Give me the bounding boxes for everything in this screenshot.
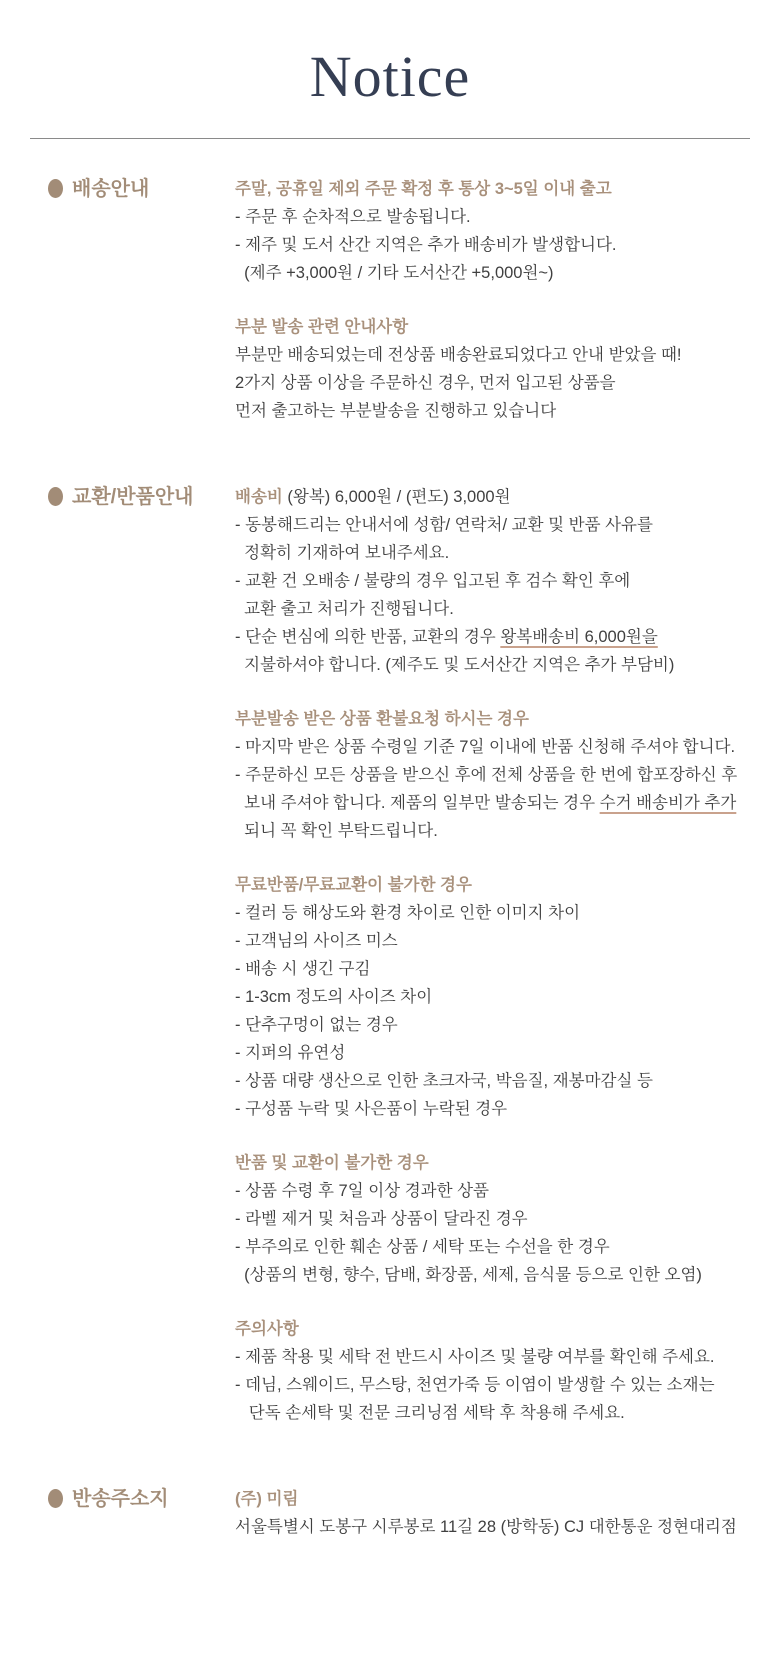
text-line bbox=[235, 899, 780, 927]
text-line-main: - 고객님의 사이즈 미스 bbox=[235, 931, 398, 950]
text-line bbox=[235, 1399, 780, 1427]
text-line bbox=[235, 1513, 780, 1541]
text-line bbox=[235, 1011, 780, 1039]
text-line-main: - 지퍼의 유연성 bbox=[235, 1043, 346, 1062]
text-line bbox=[235, 761, 780, 789]
text-line bbox=[235, 927, 780, 955]
text-line-main: 단독 손세탁 및 전문 크리닝점 세탁 후 착용해 주세요. bbox=[235, 1403, 625, 1422]
section-label-text: 배송안내 bbox=[72, 177, 150, 200]
section-content-shipping-info bbox=[235, 175, 780, 425]
text-line-main: - 제품 착용 및 세탁 전 반드시 사이즈 및 불량 여부를 확인해 주세요. bbox=[235, 1347, 715, 1366]
text-line-main: - 단추구멍이 없는 경우 bbox=[235, 1015, 398, 1034]
text-line bbox=[235, 1261, 780, 1289]
text-line-main: - 상품 대량 생산으로 인한 초크자국, 박음질, 재봉마감실 등 bbox=[235, 1071, 653, 1090]
text-line bbox=[235, 651, 780, 679]
text-line bbox=[235, 1371, 780, 1399]
text-line bbox=[235, 1177, 780, 1205]
text-line-main: 먼저 출고하는 부분발송을 진행하고 있습니다 bbox=[235, 401, 557, 420]
text-line-main: (제주 +3,000원 / 기타 도서산간 +5,000원~) bbox=[235, 263, 554, 282]
block-heading bbox=[235, 1485, 780, 1513]
text-block bbox=[235, 705, 780, 845]
section-exchange-return-info bbox=[48, 483, 780, 1427]
text-line bbox=[235, 789, 780, 817]
sections-container bbox=[0, 139, 780, 1541]
section-bullet-icon bbox=[48, 1489, 63, 1508]
text-line-main: 서울특별시 도봉구 시루봉로 11길 28 (방학동) CJ 대한통운 정현대리점 bbox=[235, 1517, 737, 1536]
text-line-main: - 제주 및 도서 산간 지역은 추가 배송비가 발생합니다. bbox=[235, 235, 617, 254]
text-line-main: (상품의 변형, 향수, 담배, 화장품, 세제, 음식물 등으로 인한 오염) bbox=[235, 1265, 702, 1284]
block-heading bbox=[235, 1149, 780, 1177]
text-line-main: 교환 출고 처리가 진행됩니다. bbox=[235, 599, 454, 618]
text-line-main: - 동봉해드리는 안내서에 성함/ 연락처/ 교환 및 반품 사유를 bbox=[235, 515, 653, 534]
section-content-exchange-return-info bbox=[235, 483, 780, 1427]
text-line-main: - 주문하신 모든 상품을 받으신 후에 전체 상품을 한 번에 합포장하신 후 bbox=[235, 765, 738, 784]
text-line bbox=[235, 1233, 780, 1261]
text-line bbox=[235, 817, 780, 845]
text-block bbox=[235, 313, 780, 425]
section-label-exchange-return-info bbox=[48, 483, 235, 511]
block-heading bbox=[235, 483, 780, 511]
text-block bbox=[235, 175, 780, 287]
text-line-main: - 구성품 누락 및 사은품이 누락된 경우 bbox=[235, 1099, 508, 1118]
text-line-main: - 데님, 스웨이드, 무스탕, 천연가죽 등 이염이 발생할 수 있는 소재는 bbox=[235, 1375, 715, 1394]
text-line bbox=[235, 595, 780, 623]
text-line-main: 부분만 배송되었는데 전상품 배송완료되었다고 안내 받았을 때! bbox=[235, 345, 682, 364]
text-line bbox=[235, 259, 780, 287]
text-line-main: - 라벨 제거 및 처음과 상품이 달라진 경우 bbox=[235, 1209, 528, 1228]
text-line bbox=[235, 983, 780, 1011]
text-line bbox=[235, 1205, 780, 1233]
text-line bbox=[235, 1343, 780, 1371]
text-line-main: - 교환 건 오배송 / 불량의 경우 입고된 후 검수 확인 후에 bbox=[235, 571, 631, 590]
block-heading-rest: (왕복) 6,000원 / (편도) 3,000원 bbox=[282, 487, 511, 506]
text-line-main: 정확히 기재하여 보내주세요. bbox=[235, 543, 450, 562]
block-heading bbox=[235, 1315, 780, 1343]
text-line bbox=[235, 203, 780, 231]
text-line-main: 지불하셔야 합니다. (제주도 및 도서산간 지역은 추가 부담비) bbox=[235, 655, 675, 674]
section-label-return-address bbox=[48, 1485, 235, 1513]
text-line bbox=[235, 511, 780, 539]
text-line-main: - 1-3cm 정도의 사이즈 차이 bbox=[235, 987, 433, 1006]
text-line bbox=[235, 623, 780, 651]
text-line-main: 2가지 상품 이상을 주문하신 경우, 먼저 입고된 상품을 bbox=[235, 373, 616, 392]
text-line bbox=[235, 397, 780, 425]
block-heading-accent: 부분발송 받은 상품 환불요청 하시는 경우 bbox=[235, 709, 529, 728]
section-bullet-icon bbox=[48, 179, 63, 198]
text-line-main: - 배송 시 생긴 구김 bbox=[235, 959, 371, 978]
section-return-address bbox=[48, 1485, 780, 1541]
section-label-text: 반송주소지 bbox=[72, 1487, 169, 1510]
block-heading-accent: 반품 및 교환이 불가한 경우 bbox=[235, 1153, 429, 1172]
text-line-main: 보내 주셔야 합니다. 제품의 일부만 발송되는 경우 bbox=[235, 793, 600, 812]
section-label-text: 교환/반품안내 bbox=[72, 485, 194, 508]
text-line bbox=[235, 955, 780, 983]
text-line-main: - 주문 후 순차적으로 발송됩니다. bbox=[235, 207, 471, 226]
text-line-main: - 마지막 받은 상품 수령일 기준 7일 이내에 반품 신청해 주셔야 합니다. bbox=[235, 737, 736, 756]
text-line-main: - 부주의로 인한 훼손 상품 / 세탁 또는 수선을 한 경우 bbox=[235, 1237, 610, 1256]
text-line bbox=[235, 539, 780, 567]
block-heading-accent: 주의사항 bbox=[235, 1319, 299, 1338]
block-heading bbox=[235, 313, 780, 341]
text-line-main: - 컬러 등 해상도와 환경 차이로 인한 이미지 차이 bbox=[235, 903, 581, 922]
block-heading-accent: 주말, 공휴일 제외 주문 확정 후 통상 3~5일 이내 출고 bbox=[235, 179, 612, 198]
text-line bbox=[235, 341, 780, 369]
block-heading bbox=[235, 705, 780, 733]
block-heading-accent: 부분 발송 관련 안내사항 bbox=[235, 317, 409, 336]
text-line bbox=[235, 369, 780, 397]
block-heading bbox=[235, 175, 780, 203]
section-content-return-address bbox=[235, 1485, 780, 1541]
text-block bbox=[235, 483, 780, 679]
section-label-shipping-info bbox=[48, 175, 235, 203]
text-block bbox=[235, 1315, 780, 1427]
text-line bbox=[235, 1095, 780, 1123]
block-heading-accent: (주) 미림 bbox=[235, 1489, 299, 1508]
page-title: Notice bbox=[309, 44, 471, 109]
block-heading-accent: 무료반품/무료교환이 불가한 경우 bbox=[235, 875, 472, 894]
block-heading-accent: 배송비 bbox=[235, 487, 283, 506]
section-shipping-info bbox=[48, 175, 780, 425]
underlined-text: 수거 배송비가 추가 bbox=[599, 793, 737, 812]
underlined-text: 왕복배송비 6,000원을 bbox=[500, 627, 658, 646]
text-line bbox=[235, 567, 780, 595]
text-block bbox=[235, 1485, 780, 1541]
text-line bbox=[235, 1067, 780, 1095]
text-line-main: 되니 꼭 확인 부탁드립니다. bbox=[235, 821, 438, 840]
text-line bbox=[235, 1039, 780, 1067]
section-bullet-icon bbox=[48, 487, 63, 506]
block-heading bbox=[235, 871, 780, 899]
text-line bbox=[235, 733, 780, 761]
text-line-main: - 상품 수령 후 7일 이상 경과한 상품 bbox=[235, 1181, 489, 1200]
text-block bbox=[235, 871, 780, 1123]
text-block bbox=[235, 1149, 780, 1289]
text-line-main: - 단순 변심에 의한 반품, 교환의 경우 bbox=[235, 627, 501, 646]
text-line bbox=[235, 231, 780, 259]
